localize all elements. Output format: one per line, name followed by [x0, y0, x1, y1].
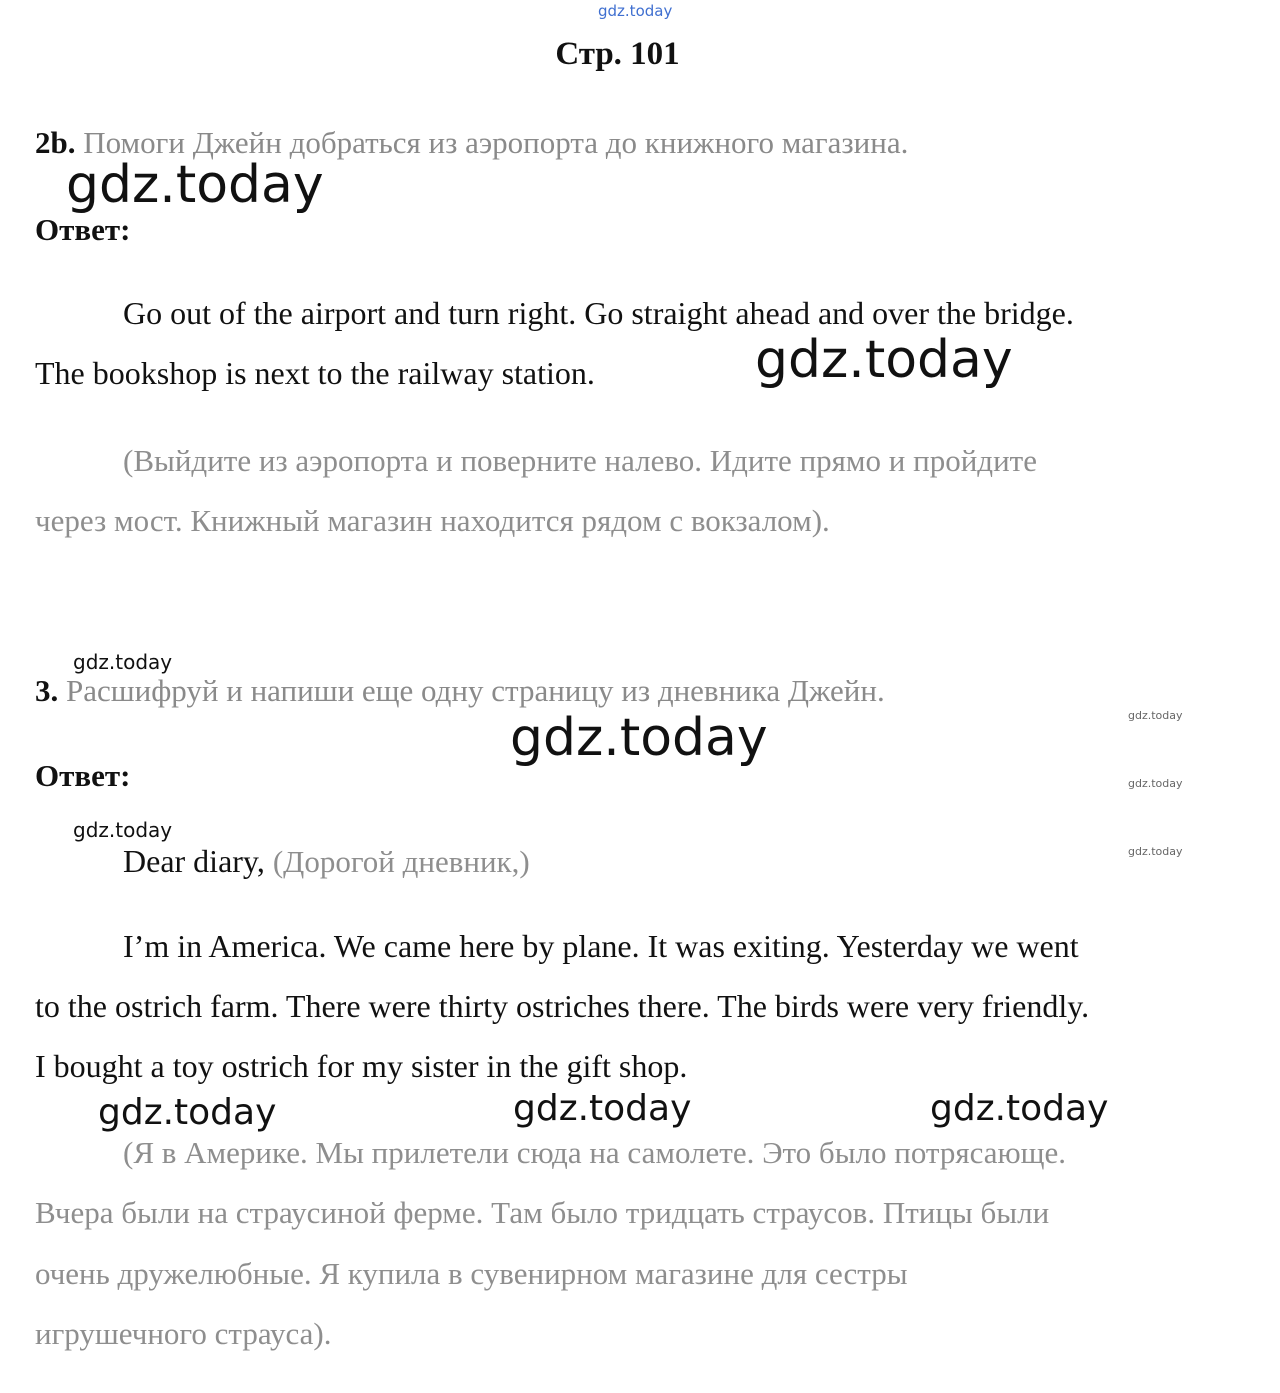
watermark-top: gdz.today: [598, 2, 673, 20]
answer-ru-line: Вчера были на страусиной ферме. Там было тридцать страусов. Птицы были: [35, 1195, 1050, 1230]
watermark-large: gdz.today: [66, 155, 324, 215]
answer-en-line: The bookshop is next to the railway station.: [35, 355, 595, 391]
watermark-tiny: gdz.today: [1128, 845, 1183, 858]
greeting-en: Dear diary,: [123, 843, 273, 879]
watermark-large: gdz.today: [510, 708, 768, 768]
answer-ru-line: (Выйдите из аэропорта и поверните налево. Идите прямо и пройдите: [123, 443, 1037, 478]
answer-en-line: Go out of the airport and turn right. Go straight ahead and over the bridge.: [123, 295, 1074, 331]
watermark-medium: gdz.today: [930, 1088, 1109, 1129]
answer-en-line: I bought a toy ostrich for my sister in the gift shop.: [35, 1048, 688, 1084]
page-title: Стр. 101: [555, 36, 680, 72]
answer-en-line: to the ostrich farm. There were thirty ostriches there. The birds were very friendly.: [35, 988, 1090, 1024]
answer-ru-line: очень дружелюбные. Я купила в сувенирном магазине для сестры: [35, 1256, 908, 1291]
watermark-small: gdz.today: [73, 818, 173, 842]
greeting-ru: (Дорогой дневник,): [272, 844, 530, 879]
answer-en-line: I’m in America. We came here by plane. It was exiting. Yesterday we went: [123, 928, 1079, 964]
task-text: Расшифруй и напиши еще одну страницу из дневника Джейн.: [58, 673, 885, 708]
answer-ru-line: (Я в Америке. Мы прилетели сюда на самолете. Это было потрясающе.: [123, 1135, 1067, 1170]
answer-ru-line: через мост. Книжный магазин находится рядом с вокзалом).: [35, 503, 830, 538]
watermark-medium: gdz.today: [513, 1088, 692, 1129]
answer-label: Ответ:: [35, 212, 131, 247]
watermark-small: gdz.today: [73, 650, 173, 674]
task-2b-heading: [35, 125, 908, 161]
watermark-tiny: gdz.today: [1128, 777, 1183, 790]
watermark-medium: gdz.today: [98, 1092, 277, 1133]
task-text: Помоги Джейн добраться из аэропорта до книжного магазина.: [75, 125, 909, 160]
task-3-heading: [35, 673, 885, 709]
task-number: 3.: [35, 673, 59, 708]
diary-greeting: [123, 843, 530, 880]
watermark-tiny: gdz.today: [1128, 709, 1183, 722]
answer-label: Ответ:: [35, 758, 131, 793]
task-number: 2b.: [35, 125, 76, 160]
watermark-large: gdz.today: [755, 330, 1013, 390]
answer-ru-line: игрушечного страуса).: [35, 1316, 332, 1351]
